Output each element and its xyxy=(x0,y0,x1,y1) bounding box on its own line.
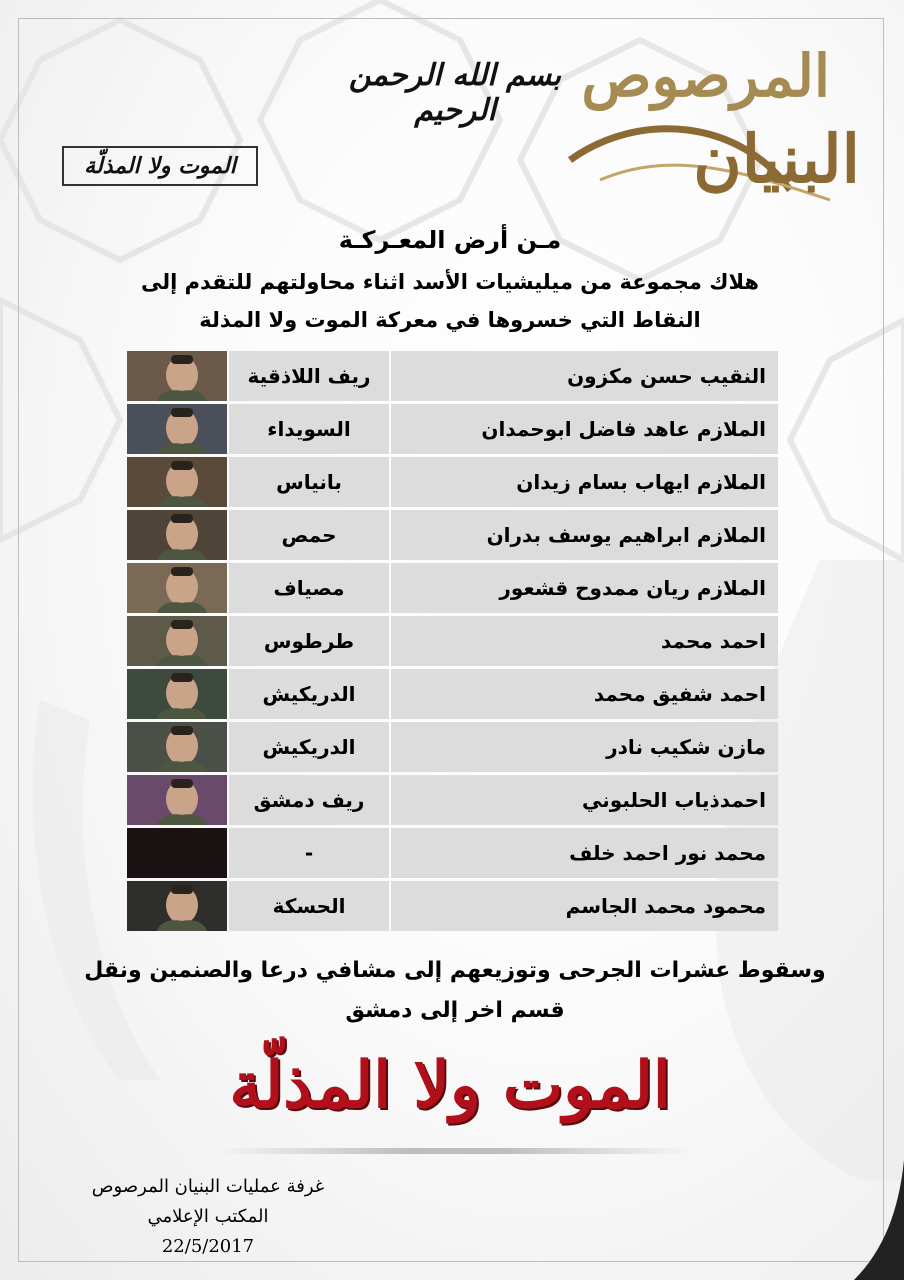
campaign-tag: الموت ولا المذلّة xyxy=(62,146,258,186)
table-row xyxy=(127,403,779,455)
casualty-place: مصياف xyxy=(229,563,389,613)
casualty-name: احمدذياب الحلبوني xyxy=(391,775,778,825)
table-row xyxy=(127,774,779,826)
basmala: بسم الله الرحمن الرحيم xyxy=(348,58,562,128)
casualty-place: ريف اللاذقية xyxy=(229,351,389,401)
intro-line-1: هلاك مجموعة من ميليشيات الأسد اثناء محاولتهم للتقدم إلى xyxy=(140,270,759,294)
casualty-place: الحسكة xyxy=(229,881,389,931)
casualty-place: طرطوس xyxy=(229,616,389,666)
signature-org: غرفة عمليات البنيان المرصوص xyxy=(91,1176,325,1197)
logo-word-marsous: المرصوص xyxy=(581,42,830,110)
blank-photo xyxy=(127,828,227,878)
casualty-name: محمود محمد الجاسم xyxy=(391,881,778,931)
casualty-name: مازن شكيب نادر xyxy=(391,722,778,772)
portrait-photo xyxy=(127,351,227,401)
casualty-name: احمد محمد xyxy=(391,616,778,666)
table-row xyxy=(127,721,779,773)
portrait-photo xyxy=(127,616,227,666)
table-row xyxy=(127,350,779,402)
slogan: الموت ولا المذلّة xyxy=(229,1048,671,1123)
casualty-place: الدريكيش xyxy=(229,722,389,772)
casualty-place: - xyxy=(229,828,389,878)
slogan-underline xyxy=(220,1148,690,1154)
casualty-place: الدريكيش xyxy=(229,669,389,719)
logo-word-bunyan: البنيان xyxy=(693,120,860,198)
casualty-name: الملازم ابراهيم يوسف بدران xyxy=(391,510,778,560)
casualty-name: الملازم عاهد فاضل ابوحمدان xyxy=(391,404,778,454)
portrait-photo xyxy=(127,510,227,560)
casualty-place: بانياس xyxy=(229,457,389,507)
portrait-photo xyxy=(127,563,227,613)
logo xyxy=(560,40,860,210)
portrait-photo xyxy=(127,404,227,454)
table-row xyxy=(127,509,779,561)
table-row xyxy=(127,827,779,879)
portrait-photo xyxy=(127,669,227,719)
table-row xyxy=(127,562,779,614)
section-title: مـن أرض المعـركـة xyxy=(338,226,562,254)
outro-line-2: قسم اخر إلى دمشق xyxy=(345,998,565,1023)
casualty-name: محمد نور احمد خلف xyxy=(391,828,778,878)
portrait-photo xyxy=(127,775,227,825)
intro-line-2: النقاط التي خسروها في معركة الموت ولا المذلة xyxy=(199,308,701,332)
portrait-photo xyxy=(127,457,227,507)
table-row xyxy=(127,456,779,508)
casualty-name: النقيب حسن مكزون xyxy=(391,351,778,401)
corner-ribbon xyxy=(844,1160,904,1280)
table-row xyxy=(127,668,779,720)
casualty-place: السويداء xyxy=(229,404,389,454)
portrait-photo xyxy=(127,722,227,772)
casualty-place: ريف دمشق xyxy=(229,775,389,825)
casualty-name: الملازم ريان ممدوح قشعور xyxy=(391,563,778,613)
casualty-name: احمد شفيق محمد xyxy=(391,669,778,719)
table-row xyxy=(127,880,779,932)
casualty-place: حمص xyxy=(229,510,389,560)
portrait-photo xyxy=(127,881,227,931)
casualty-name: الملازم ايهاب بسام زيدان xyxy=(391,457,778,507)
outro-line-1: وسقوط عشرات الجرحى وتوزيعهم إلى مشافي درعا والصنمين ونقل xyxy=(84,958,826,983)
signature-office: المكتب الإعلامي xyxy=(147,1206,269,1227)
signature-date: 22/5/2017 xyxy=(161,1236,255,1257)
table-row xyxy=(127,615,779,667)
